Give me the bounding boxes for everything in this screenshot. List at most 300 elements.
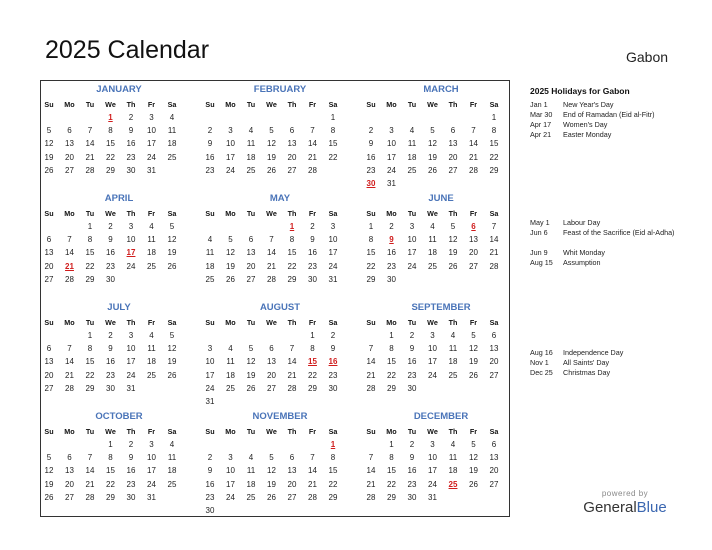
calendar-date: 7	[289, 344, 295, 354]
calendar-date: 20	[267, 370, 276, 380]
calendar-date: 12	[44, 466, 54, 476]
weekday-header: Tu	[246, 318, 256, 327]
powered-by-label: powered by	[601, 489, 649, 498]
calendar-date: 5	[269, 126, 274, 136]
brand-logo	[580, 489, 670, 516]
calendar-date: 14	[85, 139, 95, 149]
calendar-date: 3	[149, 440, 154, 449]
weekday-header: Mo	[386, 209, 397, 218]
calendar-date: 10	[226, 139, 235, 149]
calendar-date: 7	[310, 453, 315, 463]
calendar-date: 23	[308, 261, 317, 271]
calendar-date: 16	[106, 248, 115, 258]
weekday-header: Su	[44, 318, 54, 327]
calendar-date: 23	[407, 370, 417, 380]
calendar-date: 17	[226, 152, 235, 162]
calendar-date: 18	[407, 152, 417, 162]
page-title: 2025 Calendar	[45, 36, 210, 64]
calendar-date: 15	[106, 466, 115, 476]
calendar-date: 26	[44, 492, 54, 502]
calendar-date: 20	[65, 479, 74, 489]
calendar-date: 2	[330, 331, 336, 340]
holiday-date-label: Dec 25	[530, 368, 553, 377]
calendar-date: 11	[226, 357, 235, 367]
calendar-date: 4	[450, 331, 456, 340]
calendar-date: 21	[489, 248, 499, 258]
calendar-date: 10	[147, 126, 156, 136]
calendar-date: 26	[267, 492, 276, 502]
holiday-date: 25	[448, 479, 458, 489]
calendar-date: 22	[328, 152, 338, 162]
weekday-header: Fr	[147, 100, 156, 109]
calendar-date: 2	[310, 222, 315, 231]
calendar-date: 17	[147, 466, 156, 476]
calendar-date: 13	[246, 248, 256, 258]
weekday-header: Mo	[64, 100, 75, 109]
calendar-date: 16	[407, 466, 417, 476]
month-name: SEPTEMBER	[411, 302, 471, 313]
calendar-date: 5	[46, 126, 52, 136]
calendar-date: 5	[471, 331, 476, 340]
calendar-date: 28	[287, 383, 297, 393]
weekday-header: Tu	[407, 427, 417, 436]
calendar-date: 7	[67, 235, 72, 245]
calendar-date: 29	[106, 165, 115, 175]
calendar-date: 13	[44, 248, 54, 258]
calendar-date: 17	[205, 370, 215, 380]
weekday-header: We	[427, 427, 438, 436]
weekday-header: Fr	[147, 427, 156, 436]
calendar-date: 1	[389, 331, 394, 340]
calendar-date: 29	[106, 492, 115, 502]
calendar-date: 13	[267, 357, 276, 367]
calendar-date: 17	[428, 357, 437, 367]
holiday-date-label: Apr 21	[530, 130, 552, 139]
calendar-date: 21	[85, 152, 95, 162]
calendar-date: 2	[128, 440, 134, 449]
calendar-date: 2	[207, 453, 213, 463]
calendar-date: 28	[366, 383, 376, 393]
month-name: DECEMBER	[413, 411, 469, 422]
calendar-date: 16	[126, 139, 136, 149]
calendar-date: 28	[267, 274, 276, 284]
calendar-date: 14	[267, 248, 276, 258]
calendar-date: 26	[246, 383, 256, 393]
calendar-date: 2	[128, 113, 134, 122]
calendar-date: 19	[226, 261, 235, 271]
calendar-date: 24	[387, 165, 396, 175]
calendar-date: 3	[330, 222, 336, 231]
weekday-header: Fr	[308, 318, 317, 327]
calendar-date: 12	[469, 344, 478, 354]
calendar-date: 25	[428, 261, 437, 271]
calendar-date: 16	[407, 357, 417, 367]
calendar-date: 10	[147, 453, 156, 463]
calendar-date: 6	[248, 235, 254, 245]
calendar-date: 18	[246, 152, 256, 162]
weekday-header: Su	[366, 100, 376, 109]
calendar-date: 17	[407, 248, 417, 258]
calendar-date: 21	[469, 152, 478, 162]
calendar-date: 22	[308, 370, 317, 380]
holiday-name-label: Christmas Day	[563, 368, 611, 377]
calendar-date: 5	[269, 453, 274, 463]
calendar-date: 20	[44, 370, 54, 380]
calendar-date: 18	[205, 261, 215, 271]
calendar-date: 22	[387, 479, 396, 489]
holiday-name-label: All Saints' Day	[563, 358, 610, 367]
calendar-date: 22	[387, 370, 396, 380]
calendar-date: 4	[149, 331, 154, 340]
holiday-date-label: Jan 1	[530, 100, 548, 109]
weekday-header: Mo	[386, 427, 397, 436]
month-name: JANUARY	[96, 84, 142, 95]
calendar-date: 27	[44, 274, 54, 284]
calendar-date: 8	[491, 126, 497, 136]
calendar-date: 7	[491, 222, 497, 231]
calendar-date: 18	[448, 357, 458, 367]
weekday-header: Th	[287, 318, 297, 327]
calendar-date: 27	[489, 370, 499, 380]
calendar-date: 6	[289, 453, 295, 463]
brand-blue: Blue	[636, 499, 667, 516]
calendar-date: 23	[407, 479, 417, 489]
weekday-header: Sa	[328, 100, 338, 109]
calendar-date: 1	[87, 331, 93, 340]
weekday-header: Th	[287, 100, 297, 109]
calendar-date: 8	[389, 453, 394, 463]
calendar-date: 5	[430, 126, 435, 136]
weekday-header: Fr	[469, 427, 478, 436]
calendar-date: 28	[308, 165, 317, 175]
calendar-date: 20	[246, 261, 256, 271]
calendar-date: 1	[389, 440, 394, 449]
calendar-date: 14	[489, 235, 499, 245]
calendar-date: 4	[409, 126, 415, 136]
holiday-name-label: Assumption	[563, 258, 601, 267]
weekday-header: Mo	[64, 318, 75, 327]
calendar-date: 25	[147, 261, 156, 271]
calendar-date: 7	[87, 453, 93, 463]
calendar-date: 7	[310, 126, 315, 136]
calendar-date: 15	[85, 248, 95, 258]
calendar-date: 28	[65, 274, 74, 284]
calendar-date: 6	[46, 344, 52, 354]
calendar-date: 7	[368, 344, 374, 354]
calendar-date: 10	[387, 139, 396, 149]
calendar-date: 27	[287, 165, 297, 175]
calendar-date: 31	[205, 397, 215, 406]
calendar-date: 22	[366, 261, 376, 271]
calendar-date: 8	[330, 453, 336, 463]
country-label: Gabon	[626, 49, 669, 65]
calendar-date: 11	[246, 466, 256, 476]
calendar-date: 29	[308, 383, 317, 393]
calendar-date: 5	[169, 222, 175, 231]
month-name: OCTOBER	[95, 411, 143, 422]
calendar-date: 14	[65, 357, 74, 367]
calendar-date: 30	[308, 274, 317, 284]
month-name: APRIL	[104, 193, 134, 204]
calendar-date: 4	[450, 440, 456, 449]
calendar-date: 4	[149, 222, 154, 231]
calendar-date: 23	[126, 152, 136, 162]
calendar-date: 18	[428, 248, 437, 258]
calendar-date: 23	[205, 492, 215, 502]
calendar-date: 28	[308, 492, 317, 502]
calendar-date: 31	[328, 274, 338, 284]
weekday-header: Th	[126, 209, 136, 218]
calendar-date: 29	[489, 165, 499, 175]
weekday-header: Mo	[225, 318, 236, 327]
calendar-date: 24	[126, 261, 136, 271]
calendar-date: 2	[207, 126, 213, 136]
calendar-date: 3	[389, 126, 394, 136]
calendar-date: 16	[106, 357, 115, 367]
weekday-header: Tu	[85, 318, 95, 327]
weekday-header: Th	[126, 427, 136, 436]
weekday-header: Fr	[469, 318, 478, 327]
holiday-date-label: Jun 6	[530, 228, 548, 237]
calendar-date: 17	[126, 357, 136, 367]
holiday-date: 30	[366, 179, 376, 188]
calendar-date: 7	[368, 453, 374, 463]
calendar-date: 30	[106, 383, 115, 393]
calendar-date: 23	[328, 370, 338, 380]
weekday-header: Mo	[64, 209, 75, 218]
calendar-date: 25	[246, 492, 256, 502]
calendar-date: 13	[65, 139, 74, 149]
calendar-date: 3	[228, 126, 233, 136]
calendar-date: 21	[267, 261, 276, 271]
calendar-date: 8	[310, 344, 315, 354]
calendar-date: 29	[85, 274, 95, 284]
weekday-header: Su	[366, 427, 376, 436]
calendar-date: 1	[368, 222, 374, 231]
holiday-name-label: Whit Monday	[563, 248, 605, 257]
calendar-date: 26	[226, 274, 235, 284]
calendar-date: 27	[267, 383, 276, 393]
calendar-date: 12	[469, 453, 478, 463]
weekday-header: Fr	[308, 427, 317, 436]
calendar-date: 26	[469, 370, 478, 380]
calendar-date: 2	[409, 331, 415, 340]
weekday-header: Tu	[246, 100, 256, 109]
calendar-date: 15	[328, 139, 338, 149]
calendar-date: 4	[430, 222, 435, 231]
holidays-title: 2025 Holidays for Gabon	[530, 86, 630, 96]
calendar-date: 25	[205, 274, 215, 284]
calendar-date: 23	[106, 261, 115, 271]
weekday-header: Su	[44, 100, 54, 109]
weekday-header: Th	[448, 318, 458, 327]
calendar-date: 26	[267, 165, 276, 175]
holiday-date: 15	[308, 357, 317, 367]
calendar-date: 11	[205, 248, 215, 258]
calendar-date: 27	[448, 165, 458, 175]
calendar-date: 16	[205, 479, 215, 489]
weekday-header: Su	[366, 209, 376, 218]
weekday-header: Sa	[167, 209, 177, 218]
calendar-date: 31	[428, 492, 437, 502]
month-name: NOVEMBER	[252, 411, 308, 422]
calendar-date: 20	[469, 248, 478, 258]
calendar-date: 30	[205, 506, 215, 515]
calendar-date: 24	[428, 479, 437, 489]
calendar-date: 10	[126, 344, 136, 354]
calendar-date: 20	[489, 466, 499, 476]
calendar-date: 25	[407, 165, 417, 175]
calendar-date: 11	[428, 235, 437, 245]
weekday-header: We	[266, 427, 277, 436]
calendar-date: 8	[108, 453, 113, 463]
calendar-date: 23	[126, 479, 136, 489]
calendar-date: 22	[489, 152, 499, 162]
calendar-date: 21	[308, 152, 317, 162]
calendar-date: 28	[85, 492, 95, 502]
calendar-date: 12	[448, 235, 458, 245]
weekday-header: Th	[448, 427, 458, 436]
weekday-header: Su	[205, 427, 215, 436]
month-name: JULY	[107, 302, 131, 313]
calendar-date: 8	[368, 235, 374, 245]
calendar-date: 27	[469, 261, 478, 271]
calendar-date: 21	[65, 370, 74, 380]
calendar-date: 26	[167, 370, 177, 380]
calendar-date: 10	[407, 235, 417, 245]
holiday-date-label: Nov 1	[530, 358, 549, 367]
calendar-date: 19	[469, 357, 478, 367]
calendar-date: 20	[448, 152, 458, 162]
calendar-date: 27	[65, 492, 74, 502]
calendar-date: 3	[430, 331, 435, 340]
calendar-date: 14	[65, 248, 74, 258]
calendar-date: 8	[108, 126, 113, 136]
weekday-header: Su	[44, 209, 54, 218]
brand-name	[580, 499, 670, 516]
weekday-header: Sa	[328, 427, 338, 436]
month-name: FEBRUARY	[253, 84, 307, 95]
calendar-date: 17	[428, 466, 437, 476]
calendar-date: 21	[287, 370, 297, 380]
calendar-date: 13	[489, 453, 499, 463]
calendar-date: 21	[308, 479, 317, 489]
calendar-date: 13	[469, 235, 478, 245]
calendar-date: 22	[328, 479, 338, 489]
calendar-date: 28	[366, 492, 376, 502]
calendar-date: 18	[147, 248, 156, 258]
calendar-date: 5	[471, 440, 476, 449]
calendar-date: 22	[106, 479, 115, 489]
calendar-date: 10	[428, 453, 437, 463]
weekday-header: Mo	[386, 100, 397, 109]
calendar-date: 18	[246, 479, 256, 489]
calendar-date: 11	[147, 344, 156, 354]
holiday-date-label: May 1	[530, 218, 550, 227]
holiday-date-label: Jun 9	[530, 248, 548, 257]
calendar-date: 6	[67, 453, 72, 463]
brand-general: General	[583, 499, 637, 516]
calendar-date: 4	[248, 126, 254, 136]
weekday-header: Fr	[147, 318, 156, 327]
month-name: JUNE	[428, 193, 454, 204]
calendar-date: 12	[167, 235, 177, 245]
calendar-date: 3	[149, 113, 154, 122]
weekday-header: Su	[44, 427, 54, 436]
calendar-date: 31	[387, 179, 396, 188]
calendar-date: 9	[128, 453, 134, 463]
calendar-date: 12	[226, 248, 235, 258]
calendar-date: 9	[409, 344, 415, 354]
calendar-date: 15	[387, 466, 396, 476]
calendar-date: 8	[330, 126, 336, 136]
calendar-date: 15	[106, 139, 115, 149]
weekday-header: Sa	[167, 318, 177, 327]
weekday-header: We	[266, 209, 277, 218]
holiday-date-label: Aug 16	[530, 348, 553, 357]
calendar-date: 30	[328, 383, 338, 393]
calendar-date: 21	[366, 370, 376, 380]
calendar-date: 11	[448, 453, 458, 463]
calendar-date: 3	[409, 222, 415, 231]
calendar-date: 15	[366, 248, 376, 258]
calendar-date: 19	[44, 152, 54, 162]
weekday-header: Sa	[328, 318, 338, 327]
holiday-name-label: New Year's Day	[563, 100, 614, 109]
calendar-date: 20	[489, 357, 499, 367]
calendar-date: 18	[226, 370, 235, 380]
calendar-date: 24	[147, 152, 156, 162]
holiday-date: 17	[126, 248, 136, 258]
holiday-name-label: Labour Day	[563, 218, 601, 227]
calendar-date: 26	[469, 479, 478, 489]
calendar-date: 31	[147, 492, 156, 502]
calendar-date: 5	[248, 344, 254, 354]
calendar-date: 23	[366, 165, 376, 175]
calendar-date: 19	[428, 152, 437, 162]
weekday-header: Fr	[147, 209, 156, 218]
calendar-date: 25	[246, 165, 256, 175]
calendar-date: 29	[387, 383, 396, 393]
calendar-date: 17	[387, 152, 396, 162]
calendar-date: 20	[287, 479, 297, 489]
calendar-date: 7	[269, 235, 274, 245]
calendar-date: 5	[228, 235, 233, 245]
calendar-date: 1	[87, 222, 93, 231]
calendar-date: 6	[491, 440, 497, 449]
calendar-date: 29	[287, 274, 297, 284]
calendar-date: 15	[489, 139, 499, 149]
calendar-date: 31	[147, 165, 156, 175]
weekday-header: Fr	[469, 209, 478, 218]
weekday-header: Sa	[167, 100, 177, 109]
calendar-date: 18	[147, 357, 156, 367]
calendar-date: 27	[65, 165, 74, 175]
calendar-date: 23	[387, 261, 396, 271]
calendar-date: 19	[246, 370, 256, 380]
weekday-header: We	[105, 427, 116, 436]
weekday-header: We	[427, 209, 438, 218]
weekday-header: Tu	[407, 100, 417, 109]
calendar-date: 18	[167, 139, 177, 149]
calendar-date: 15	[328, 466, 338, 476]
calendar-date: 22	[287, 261, 297, 271]
calendar-date: 27	[489, 479, 499, 489]
calendar-date: 9	[409, 453, 415, 463]
holiday-date: 1	[330, 440, 336, 449]
weekday-header: Th	[287, 427, 297, 436]
calendar-date: 16	[308, 248, 317, 258]
